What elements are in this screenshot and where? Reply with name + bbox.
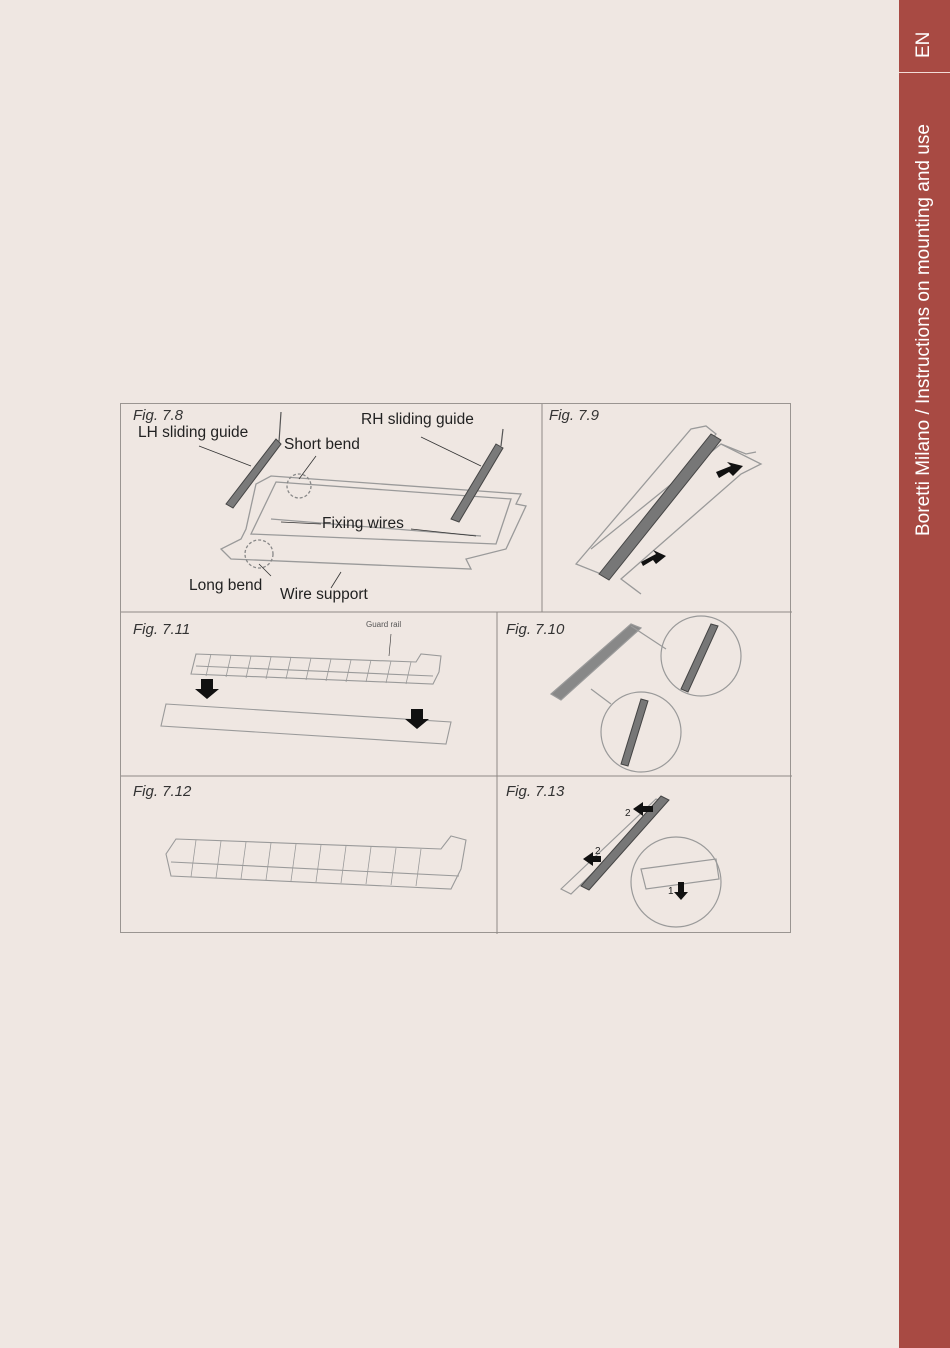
language-code: EN: [913, 31, 934, 58]
long-bend-callout: Long bend: [189, 577, 263, 594]
sidebar-divider: [899, 72, 950, 73]
fig-7-9-label: Fig. 7.9: [549, 407, 600, 424]
fig-7-11-label: Fig. 7.11: [133, 621, 191, 638]
fig-7-10-drawing: [551, 616, 741, 772]
lh-sliding-guide-callout: LH sliding guide: [138, 424, 249, 441]
wire-support-callout: Wire support: [280, 586, 368, 603]
fixing-wires-callout: Fixing wires: [322, 515, 404, 532]
fig-7-13-step-1: 1: [668, 886, 674, 897]
fig-7-8-label: Fig. 7.8: [133, 407, 184, 424]
sidebar-band: [899, 0, 950, 1348]
fig-7-10-label: Fig. 7.10: [506, 621, 565, 638]
fig-7-11-drawing: [161, 654, 451, 744]
fig-7-13-step-2b: 2: [595, 846, 601, 857]
rh-sliding-guide-callout: RH sliding guide: [361, 411, 474, 428]
fig-7-12-drawing: [166, 836, 466, 889]
fig-7-13-step-2a: 2: [625, 808, 631, 819]
short-bend-callout: Short bend: [284, 436, 360, 453]
fig-7-13-label: Fig. 7.13: [506, 783, 565, 800]
figure-illustrations: [121, 404, 792, 934]
document-title: Boretti Milano / Instructions on mounting and use: [913, 124, 934, 536]
guard-rail-callout: Guard rail: [366, 620, 402, 629]
fig-7-12-label: Fig. 7.12: [133, 783, 192, 800]
figure-grid: [120, 403, 791, 933]
